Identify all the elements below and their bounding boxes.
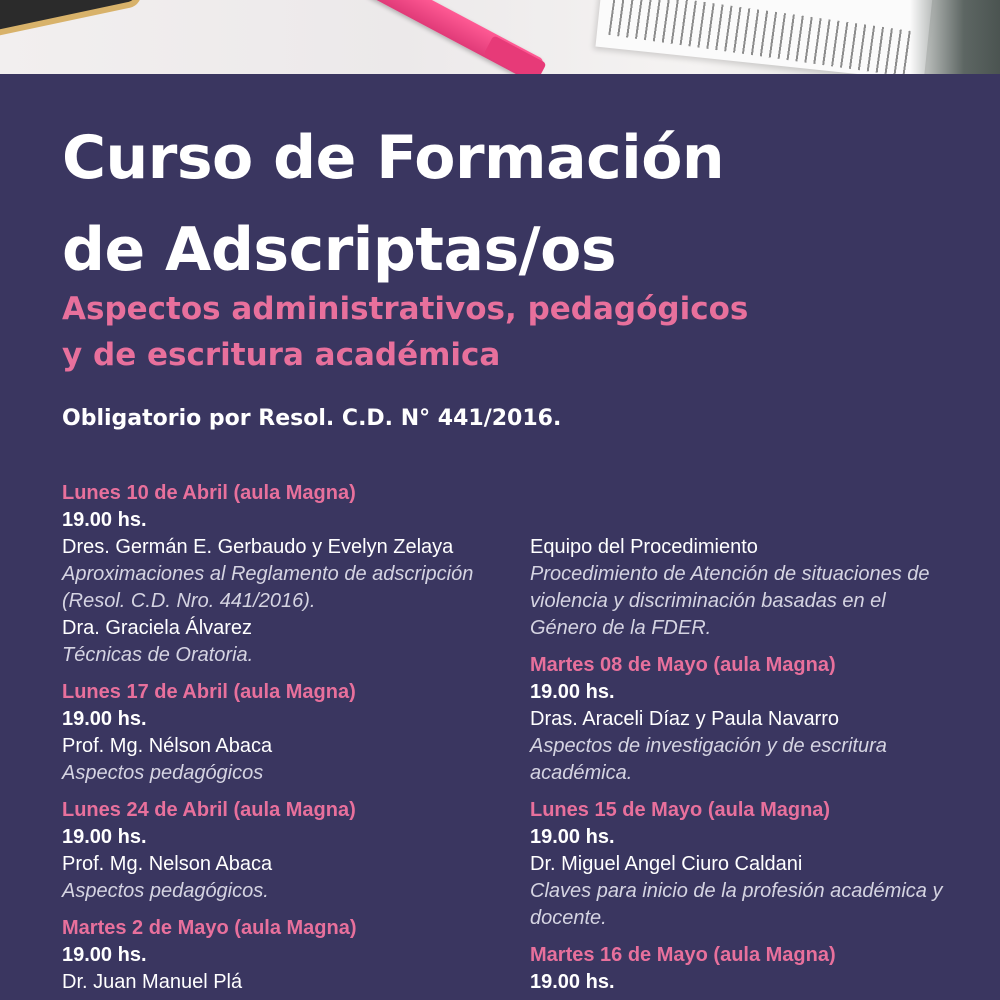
session-item bbox=[530, 797, 950, 932]
mandatory-notice: Obligatorio por Resol. C.D. N° 441/2016. bbox=[62, 406, 562, 431]
subtitle-line-2: y de escritura académica bbox=[62, 337, 501, 373]
session-speaker: Prof. Mg. Nélson Abaca bbox=[62, 735, 273, 757]
session-date: Martes 08 de Mayo (aula Magna) bbox=[530, 654, 836, 676]
session-time: 19.00 hs. bbox=[62, 708, 147, 730]
session-speaker: Dr. Miguel Angel Ciuro Caldani bbox=[530, 853, 803, 875]
session-time: 19.00 hs. bbox=[62, 826, 147, 848]
session-topic: Técnicas de Oratoria. bbox=[62, 644, 254, 666]
session-date: Martes 2 de Mayo (aula Magna) bbox=[62, 917, 357, 939]
session-item bbox=[62, 915, 502, 996]
page-title bbox=[62, 112, 962, 296]
photo-shadow bbox=[910, 0, 1000, 74]
session-time: 19.00 hs. bbox=[62, 944, 147, 966]
session-speaker: Dr. Juan Manuel Plá bbox=[62, 971, 243, 993]
session-time: 19.00 hs. bbox=[62, 509, 147, 531]
highlighter-cap-image bbox=[483, 35, 546, 74]
session-item bbox=[530, 942, 950, 996]
session-topic: Aspectos pedagógicos. bbox=[62, 880, 269, 902]
session-date: Lunes 10 de Abril (aula Magna) bbox=[62, 482, 356, 504]
session-item bbox=[62, 797, 502, 905]
session-time: 19.00 hs. bbox=[530, 826, 615, 848]
session-topic: Aspectos de investigación y de escritura académica. bbox=[530, 735, 887, 784]
title-line-2: de Adscriptas/os bbox=[62, 215, 617, 285]
session-date: Lunes 24 de Abril (aula Magna) bbox=[62, 799, 356, 821]
session-topic: Procedimiento de Atención de situaciones de violencia y discriminación basadas en el Género de la FDER. bbox=[530, 563, 930, 639]
session-item bbox=[530, 534, 950, 642]
session-speaker: Equipo del Procedimiento bbox=[530, 536, 758, 558]
session-speaker: Prof. Mg. Nelson Abaca bbox=[62, 853, 273, 875]
session-date: Martes 16 de Mayo (aula Magna) bbox=[530, 944, 836, 966]
header-photo bbox=[0, 0, 1000, 74]
schedule-left-column bbox=[62, 480, 502, 1000]
session-speaker: Dres. Germán E. Gerbaudo y Evelyn Zelaya bbox=[62, 536, 454, 558]
tablet-image bbox=[0, 0, 144, 38]
session-item bbox=[62, 679, 502, 787]
page-subtitle bbox=[62, 286, 962, 378]
session-date: Lunes 17 de Abril (aula Magna) bbox=[62, 681, 356, 703]
subtitle-line-1: Aspectos administrativos, pedagógicos bbox=[62, 291, 749, 327]
session-item bbox=[62, 480, 502, 669]
title-line-1: Curso de Formación bbox=[62, 123, 725, 193]
session-speaker: Dras. Araceli Díaz y Paula Navarro bbox=[530, 708, 840, 730]
session-time: 19.00 hs. bbox=[530, 971, 615, 993]
schedule-right-column bbox=[530, 534, 950, 1000]
session-topic: Aproximaciones al Reglamento de adscripción (Resol. C.D. Nro. 441/2016). bbox=[62, 563, 474, 612]
session-item bbox=[530, 652, 950, 787]
session-topic: Aspectos pedagógicos bbox=[62, 762, 264, 784]
session-topic: Claves para inicio de la profesión académica y docente. bbox=[530, 880, 943, 929]
session-time: 19.00 hs. bbox=[530, 681, 615, 703]
session-date: Lunes 15 de Mayo (aula Magna) bbox=[530, 799, 831, 821]
session-speaker: Dra. Graciela Álvarez bbox=[62, 617, 253, 639]
